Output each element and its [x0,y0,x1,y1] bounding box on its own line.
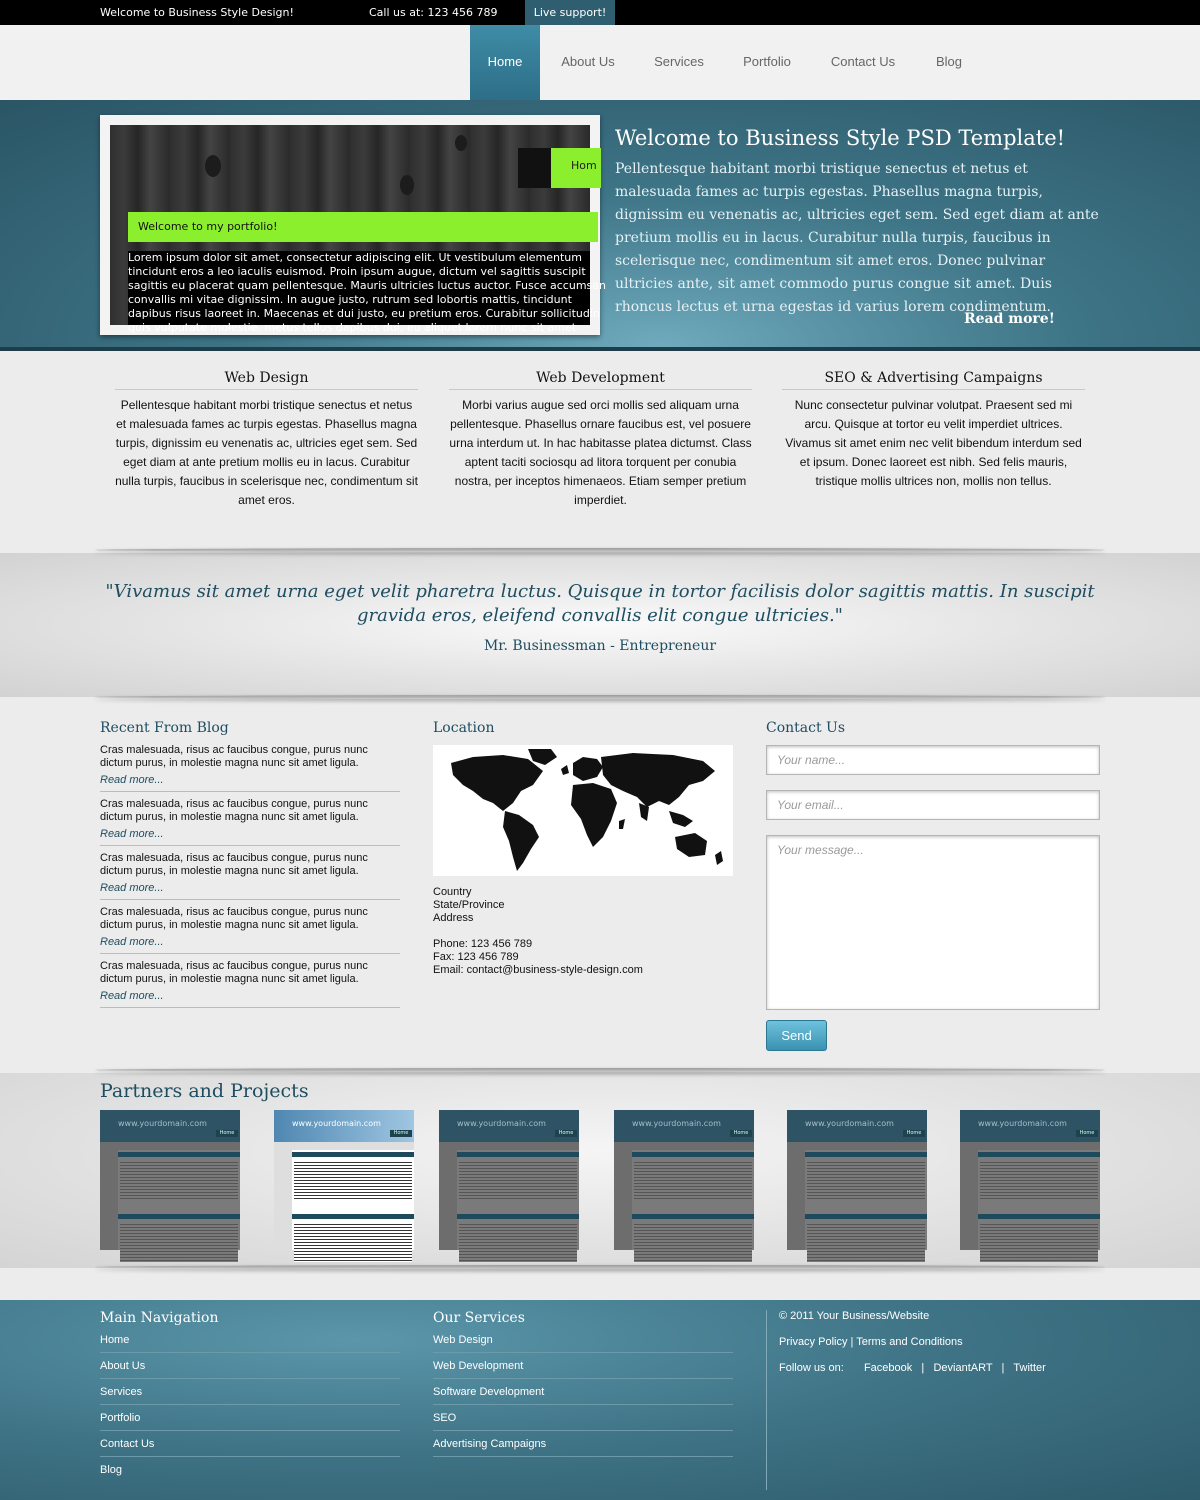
thumbnail-lines [807,1222,925,1262]
blog-item-text: Cras malesuada, risus ac faucibus congue, purus nunc dictum purus, in molestie magna nunc sit amet ligula. [100,798,368,823]
partner-thumbnail[interactable] [787,1110,927,1250]
terms-link[interactable]: Terms and Conditions [856,1336,963,1348]
footer-link-about-us[interactable]: About Us [100,1360,400,1379]
thumbnail-home: Home [390,1130,412,1137]
service-web-design [115,370,418,510]
thumbnail-home: Home [216,1130,238,1137]
partner-thumbnail[interactable] [439,1110,579,1250]
footer-link-portfolio[interactable]: Portfolio [100,1412,400,1431]
follow-us-label: Follow us on: [779,1362,844,1374]
partner-thumbnail[interactable] [274,1110,414,1250]
thumbnail-lines [294,1160,412,1200]
blog-item-text: Cras malesuada, risus ac faucibus congue, purus nunc dictum purus, in molestie magna nunc sit amet ligula. [100,906,368,931]
thumbnail-body [118,1150,240,1250]
service-title: Web Development [449,370,752,390]
footer-social [779,1362,1046,1374]
footer-link-web-development[interactable]: Web Development [433,1360,733,1379]
section-divider [95,548,1105,552]
world-map-icon [433,745,733,876]
thumbnail-home: Home [730,1130,752,1137]
thumbnail-url: www.yourdomain.com [292,1119,381,1128]
slider-home-tab[interactable]: Hom [551,148,601,188]
thumbnail-lines [120,1222,238,1262]
hero-title: Welcome to Business Style PSD Template! [615,126,1066,150]
thumbnail-lines [120,1160,238,1200]
blog-read-more-link[interactable]: Read more... [100,936,164,948]
thumbnail-bar [632,1214,754,1219]
contact-name-input[interactable] [766,745,1100,775]
thumbnail-home: Home [903,1130,925,1137]
blog-item-text: Cras malesuada, risus ac faucibus congue, purus nunc dictum purus, in molestie magna nunc sit amet ligula. [100,960,368,985]
nav-contact-us[interactable]: Contact Us [830,54,896,69]
thumbnail-url: www.yourdomain.com [805,1119,894,1128]
main-nav [0,25,1200,100]
location-state: State/Province [433,899,505,911]
slider-line: convallis mi vitae dignissim. In augue justo, rutrum sed lobortis mattis, tincidunt [128,293,572,306]
service-title: Web Design [115,370,418,390]
service-text: Pellentesque habitant morbi tristique senectus et netus et malesuada fames ac turpis egestas. Phasellus magna turpis, dignissim eu venenatis ac, ultricies eget sem. Sed eget diam at ante pretium mollis eu in lacus. Curabitur nulla turpis, faucibus in scelerisque nec, condimentum sit amet eros. [115,398,418,507]
footer-link-contact-us[interactable]: Contact Us [100,1438,400,1457]
blog-read-more-link[interactable]: Read more... [100,882,164,894]
facebook-link[interactable]: Facebook [863,1362,913,1374]
service-web-development [449,370,752,510]
live-support-button[interactable]: Live support! [525,0,615,25]
blog-item [100,798,400,846]
thumbnail-bar [292,1152,414,1157]
thumbnail-lines [980,1222,1098,1262]
thumbnail-lines [294,1222,412,1262]
footer-separator [766,1310,767,1490]
footer-link-blog[interactable]: Blog [100,1464,123,1476]
thumbnail-body [457,1150,579,1250]
thumbnail-home: Home [555,1130,577,1137]
thumbnail-bar [457,1214,579,1219]
thumbnail-bar [118,1214,240,1219]
thumbnail-url: www.yourdomain.com [118,1119,207,1128]
thumbnail-bar [805,1152,927,1157]
blog-item-text: Cras malesuada, risus ac faucibus congue, purus nunc dictum purus, in molestie magna nunc sit amet ligula. [100,852,368,877]
location-phone: Phone: 123 456 789 [433,938,533,950]
thumbnail-lines [459,1160,577,1200]
thumbnail-bar [978,1214,1100,1219]
location-email: Email: contact@business-style-design.com [433,964,643,976]
top-bar [0,0,1200,25]
section-divider [95,695,1105,699]
location-title: Location [433,720,495,736]
nav-home[interactable]: Home [470,25,540,105]
nav-blog[interactable]: Blog [935,54,963,69]
location-country: Country [433,886,472,898]
thumbnail-lines [634,1160,752,1200]
footer-pipe: | [850,1336,857,1348]
call-us-text: Call us at: 123 456 789 [369,6,498,19]
contact-title: Contact Us [766,720,846,736]
thumbnail-url: www.yourdomain.com [457,1119,546,1128]
thumbnail-lines [980,1160,1098,1200]
hero-read-more-link[interactable]: Read more! [964,311,1055,327]
partner-thumbnail[interactable] [100,1110,240,1250]
wood-knot [205,155,221,177]
twitter-link[interactable]: Twitter [1013,1362,1046,1374]
wood-knot [400,175,414,195]
thumbnail-lines [459,1222,577,1262]
thumbnail-body [978,1150,1100,1250]
service-text: Nunc consectetur pulvinar volutpat. Praesent sed mi arcu. Quisque at tortor eu velit imperdiet ultrices. Vivamus sit amet enim nec velit bibendum interdum sed et ipsum. Donec laoreet est nibh. Sed felis mauris, tristique mollis ultrices non, mollis non tellus. [785,398,1082,488]
section-divider [95,1265,1105,1269]
portfolio-slider-frame [100,115,606,335]
blog-read-more-link[interactable]: Read more... [100,990,164,1002]
footer-copyright: © 2011 Your Business/Website [779,1310,930,1322]
nav-services[interactable]: Services [654,54,704,69]
thumbnail-url: www.yourdomain.com [978,1119,1067,1128]
thumbnail-body [292,1150,414,1250]
contact-message-input[interactable] [766,835,1100,1010]
thumbnail-bar [805,1214,927,1219]
slider-line: sagittis eu placerat quam pellentesque. Mauris ultricies luctus auctor. Fusce accumsan [128,279,606,292]
service-seo [782,370,1085,491]
slider-line: dapibus risus laoreet in. Maecenas et dui justo, eu pretium eros. Curabitur sollicitudin [128,307,600,320]
thumbnail-lines [634,1222,752,1262]
hero-text: Pellentesque habitant morbi tristique senectus et netus et malesuada fames ac turpis egestas. Phasellus magna turpis, dignissim eu venenatis ac, ultricies eget sem. Sed eget diam at ante pretium mollis eu in lacus. Curabitur nulla turpis, faucibus in scelerisque nec, condimentum sit amet eros. Donec pulvinar ultricies ante, sit amet commodo purus congue sit amet. Duis rhoncus lectus et urna egestas id varius lorem condimentum. [615,161,1099,315]
contact-email-input[interactable] [766,790,1100,820]
nav-portfolio[interactable]: Portfolio [743,54,791,69]
thumbnail-body [805,1150,927,1250]
blog-item [100,852,400,900]
wood-knot [455,135,467,151]
partners-title: Partners and Projects [100,1080,309,1102]
footer-link-software-development[interactable]: Software Development [433,1386,733,1405]
blog-title: Recent From Blog [100,720,229,736]
footer-link-home[interactable]: Home [100,1334,400,1353]
thumbnail-url: www.yourdomain.com [632,1119,721,1128]
thumbnail-lines [807,1160,925,1200]
thumbnail-bar [632,1152,754,1157]
portfolio-slider[interactable] [110,125,606,334]
location-fax: Fax: 123 456 789 [433,951,519,963]
service-text: Morbi varius augue sed orci mollis sed aliquam urna pellentesque. Phasellus ornare faucibus est, vel posuere urna interdum ut. In hac habitasse platea dictumst. Class aptent taciti sociosqu ad litora torquent per conubia nostra, per inceptos himenaeos. Etiam semper pretium imperdiet. [449,398,752,507]
thumbnail-bar [457,1152,579,1157]
service-title: SEO & Advertising Campaigns [782,370,1085,390]
thumbnail-body [632,1150,754,1250]
blog-item-text: Cras malesuada, risus ac faucibus congue, purus nunc dictum purus, in molestie magna nunc sit amet ligula. [100,744,368,769]
welcome-text: Welcome to Business Style Design! [100,6,294,19]
thumbnail-bar [292,1214,414,1219]
footer-legal-links [779,1336,963,1348]
footer-nav-title: Main Navigation [100,1310,219,1326]
testimonial-quote: "Vivamus sit amet urna eget velit pharetra luctus. Quisque in tortor facilisis dolor sagittis mattis. In suscipit gravida eros, eleifend convallis elit congue ultricies." [105,581,1095,626]
privacy-policy-link[interactable]: Privacy Policy [779,1336,848,1348]
blog-item [100,744,400,792]
nav-about-us[interactable]: About Us [561,54,615,69]
footer-link-web-design[interactable]: Web Design [433,1334,733,1353]
footer-link-services[interactable]: Services [100,1386,400,1405]
thumbnail-bar [118,1152,240,1157]
slider-caption: Welcome to my portfolio! [128,212,598,242]
thumbnail-home: Home [1076,1130,1098,1137]
footer-services-title: Our Services [433,1310,525,1326]
blog-item [100,960,400,1008]
slider-line: quis vulputate molestie, metus tellus dapibus dui, eu aliquet lorem nunc sit amet [128,321,577,334]
thumbnail-bar [978,1152,1100,1157]
slider-caption-text [128,251,606,334]
footer-pipe: | [915,1362,931,1374]
blog-item [100,906,400,954]
partner-thumbnail[interactable] [614,1110,754,1250]
testimonial-author: Mr. Businessman - Entrepreneur [483,638,717,654]
blog-read-more-link[interactable]: Read more... [100,828,164,840]
location-address: Address [433,912,474,924]
slider-line: tincidunt eros a leo iaculis euismod. Proin ipsum augue, dictum vel sagittis suscipit [128,265,586,278]
world-map-icon [433,745,733,876]
slider-line: Lorem ipsum dolor sit amet, consectetur adipiscing elit. Ut vestibulum elementum [128,251,582,264]
footer-link-advertising[interactable]: Advertising Campaigns [433,1438,733,1457]
footer-link-seo[interactable]: SEO [433,1412,733,1431]
deviantart-link[interactable]: DeviantART [933,1362,993,1374]
partner-thumbnail[interactable] [960,1110,1100,1250]
blog-read-more-link[interactable]: Read more... [100,774,164,786]
footer-pipe: | [995,1362,1011,1374]
section-divider [95,1068,1105,1072]
send-button[interactable]: Send [766,1020,827,1051]
